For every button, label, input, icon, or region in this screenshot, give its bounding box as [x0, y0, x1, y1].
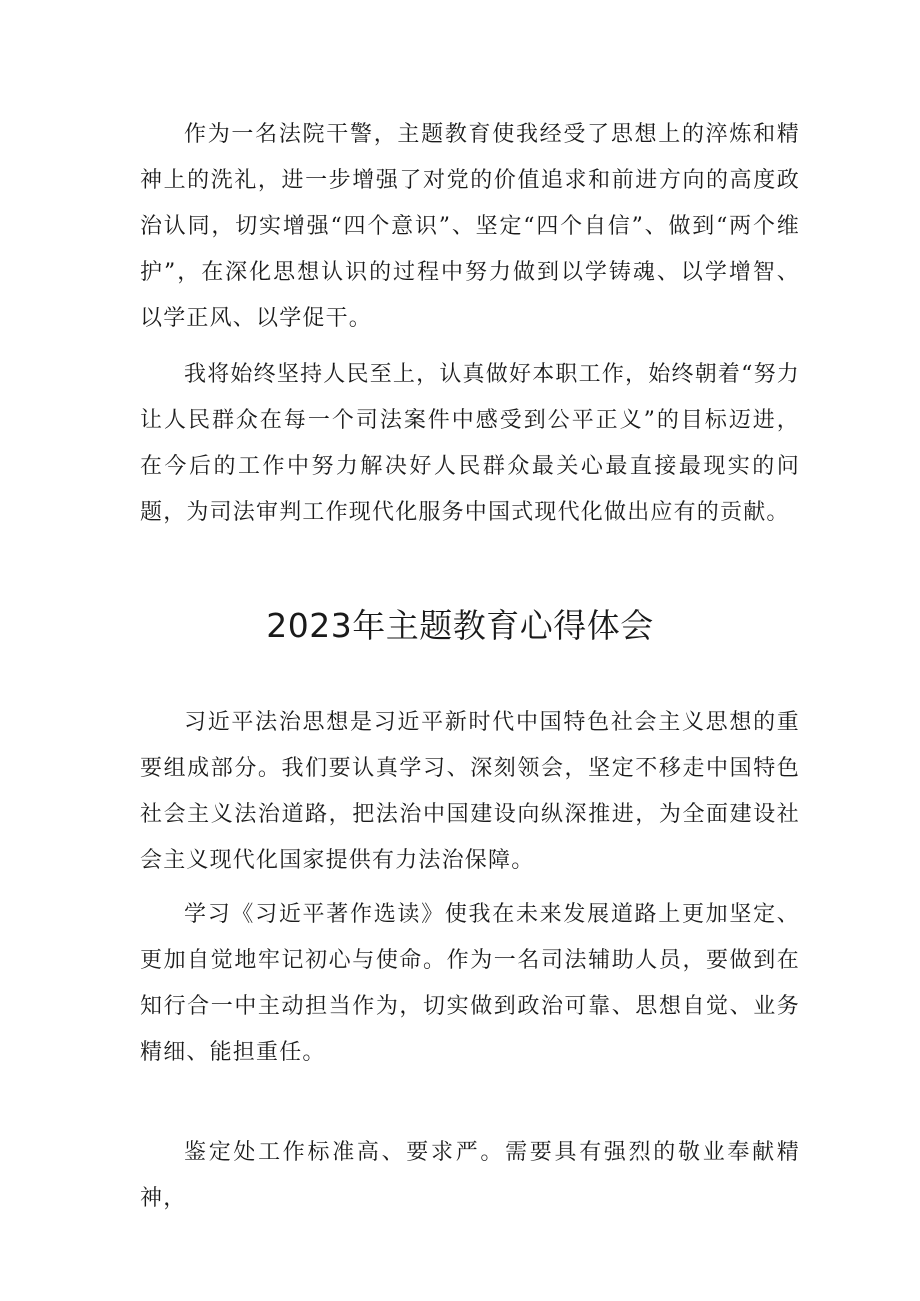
section-title: 2023年主题教育心得体会: [266, 606, 654, 645]
paragraph-court-police-reflection: 作为一名法院干警，主题教育使我经受了思想上的淬炼和精神上的洗礼，进一步增强了对党的价值追求和前进方向的高度政治认同，切实增强“四个意识”、坚定“四个自信”、做到“两个维护”，在深化思想认识的过程中努力做到以学铸魂、以学增智、以学正风、以学促干。: [140, 122, 800, 331]
paragraph-selected-works-study: 学习《习近平著作选读》使我在未来发展道路上更加坚定、更加自觉地牢记初心与使命。作为一名司法辅助人员，要做到在知行合一中主动担当作为，切实做到政治可靠、思想自觉、业务精细、能担重任。: [140, 902, 800, 1065]
paragraph-appraisal-office: 鉴定处工作标准高、要求严。需要具有强烈的敬业奉献精神，: [140, 1140, 800, 1211]
paragraph-people-first-commitment: 我将始终坚持人民至上，认真做好本职工作，始终朝着“努力让人民群众在每一个司法案件中感受到公平正义”的目标迈进，在今后的工作中努力解决好人民群众最关心最直接最现实的问题，为司法审判工作现代化服务中国式现代化做出应有的贡献。: [140, 362, 800, 525]
paragraph-rule-of-law-thought: 习近平法治思想是习近平新时代中国特色社会主义思想的重要组成部分。我们要认真学习、深刻领会，坚定不移走中国特色社会主义法治道路，把法治中国建设向纵深推进，为全面建设社会主义现代化国家提供有力法治保障。: [140, 710, 800, 873]
